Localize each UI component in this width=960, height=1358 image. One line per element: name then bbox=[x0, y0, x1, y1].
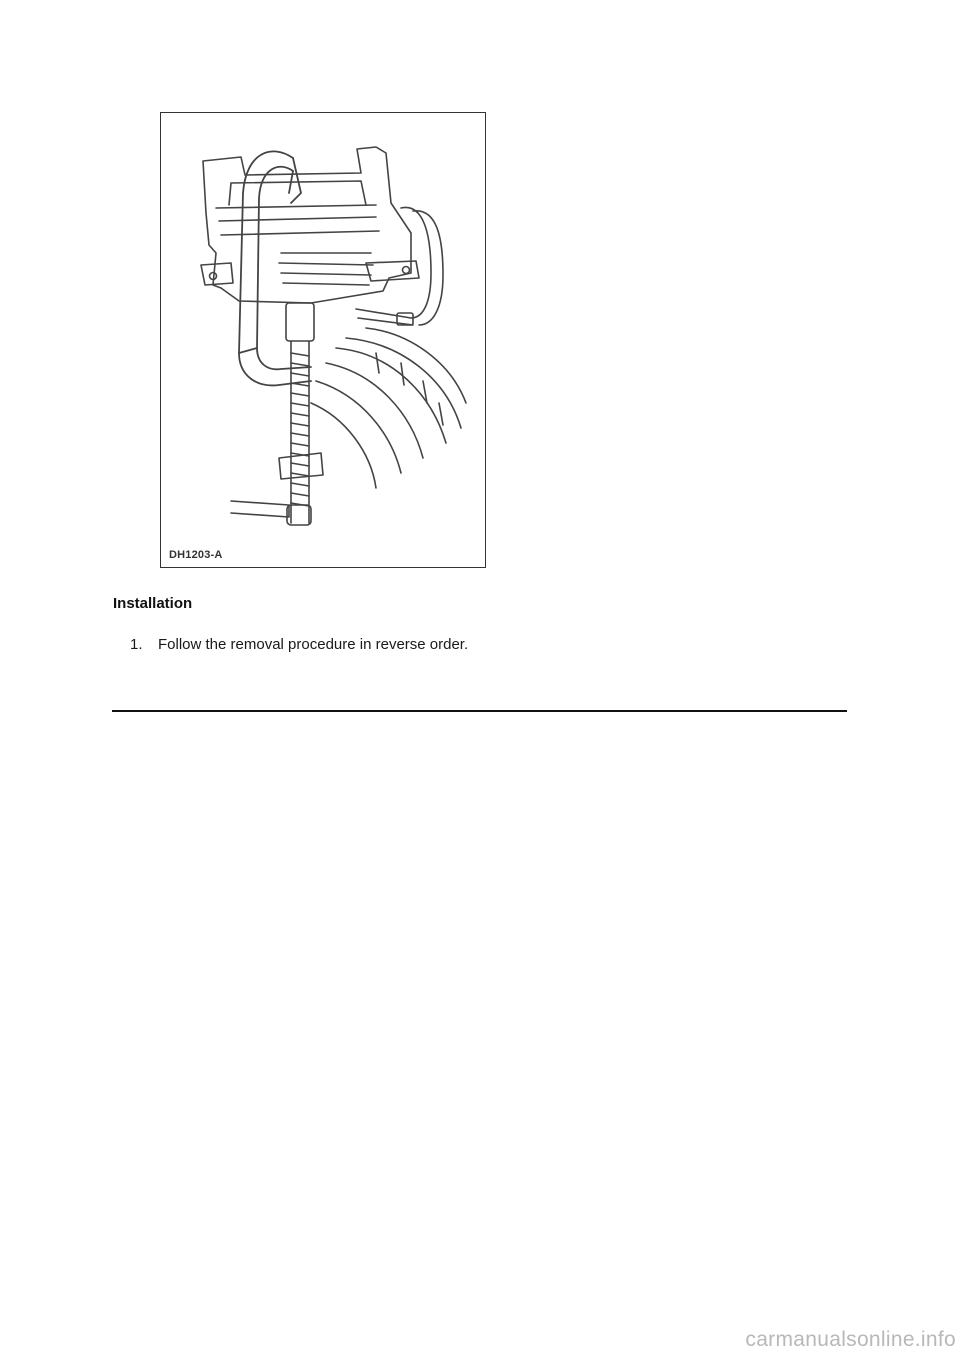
caliper-body bbox=[201, 147, 419, 303]
list-item bbox=[130, 636, 468, 653]
caliper-piston-tool-drawing bbox=[161, 113, 487, 569]
watermark: carmanualsonline.info bbox=[745, 1328, 956, 1351]
spring-coils bbox=[311, 328, 466, 488]
step-number: 1. bbox=[130, 636, 143, 653]
technical-illustration bbox=[160, 112, 486, 568]
brake-hose bbox=[356, 207, 443, 325]
section-divider bbox=[112, 710, 847, 712]
step-text: Follow the removal procedure in reverse order. bbox=[158, 636, 469, 653]
c-clamp-tool bbox=[239, 151, 311, 385]
section-heading: Installation bbox=[113, 595, 193, 612]
figure-code: DH1203-A bbox=[169, 549, 223, 561]
step-list bbox=[130, 636, 468, 653]
clamp-screw bbox=[231, 303, 323, 525]
